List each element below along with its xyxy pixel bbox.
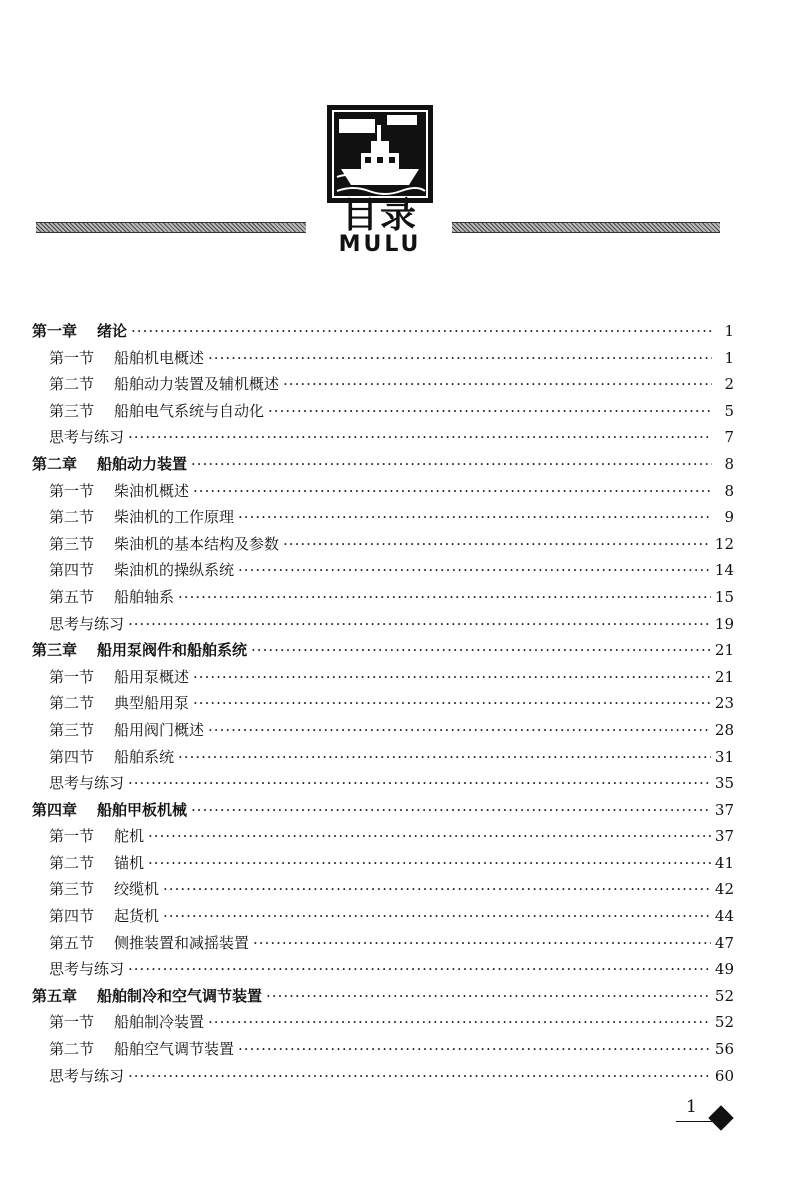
toc-chapter-5[interactable]: [32, 983, 734, 1010]
toc-label: 锚机: [114, 853, 145, 872]
toc-leader: [238, 557, 711, 584]
toc-label: 思考与练习: [49, 1066, 125, 1085]
toc-label: 柴油机的工作原理: [114, 508, 235, 527]
toc-section[interactable]: [32, 1036, 734, 1063]
toc-leader: [238, 1036, 711, 1063]
toc-number: 第五章: [32, 986, 78, 1005]
toc-page: 2: [724, 375, 734, 394]
page-number: 1: [686, 1097, 697, 1117]
toc-section[interactable]: [32, 744, 734, 771]
toc-page: 28: [714, 720, 734, 739]
toc-leader: [128, 424, 712, 451]
toc-label: 起货机: [114, 907, 160, 926]
toc-label: 船舶制冷装置: [114, 1013, 205, 1032]
toc-section[interactable]: [32, 371, 734, 398]
toc-leader: [128, 1063, 711, 1090]
toc-label: 思考与练习: [49, 614, 125, 633]
toc-label: 船舶轴系: [114, 587, 175, 606]
toc-chapter-3[interactable]: [32, 637, 734, 664]
toc-leader: [266, 983, 711, 1010]
toc-page: 1: [724, 322, 734, 340]
page-title-pinyin: MULU: [338, 232, 422, 257]
toc-page: 44: [714, 907, 734, 926]
toc-page: 21: [714, 667, 734, 686]
toc-number: 第五节: [49, 587, 95, 606]
toc-label: 舵机: [114, 827, 145, 846]
toc-label: 柴油机的操纵系统: [114, 561, 235, 580]
toc-page: 41: [714, 853, 734, 872]
toc-leader: [191, 451, 712, 478]
toc-page: 49: [714, 960, 734, 979]
toc-leader: [178, 744, 711, 771]
header-rule-left: [36, 222, 306, 233]
toc-number: 第三章: [32, 641, 78, 660]
toc-page: 52: [714, 986, 734, 1005]
toc-page: 35: [714, 774, 734, 793]
toc-number: 第五节: [49, 933, 95, 952]
toc-label: 典型船用泵: [114, 694, 190, 713]
toc-chapter-1[interactable]: [32, 318, 734, 345]
toc-label: 船用泵阀件和船舶系统: [97, 641, 248, 660]
toc-leader: [268, 398, 712, 425]
toc-section[interactable]: [32, 345, 734, 372]
toc-section[interactable]: [32, 557, 734, 584]
toc-chapter-2[interactable]: [32, 451, 734, 478]
toc-section[interactable]: [32, 504, 734, 531]
toc-section[interactable]: [32, 717, 734, 744]
toc-section[interactable]: [32, 903, 734, 930]
toc-label: 船用泵概述: [114, 667, 190, 686]
toc-leader: [128, 770, 711, 797]
toc-leader: [163, 903, 711, 930]
toc-leader: [238, 504, 712, 531]
toc-leader: [131, 318, 712, 345]
toc-page: 5: [724, 401, 734, 420]
toc-label: 侧推装置和减摇装置: [114, 933, 250, 952]
toc-label: 船舶系统: [114, 747, 175, 766]
toc-leader: [128, 611, 711, 638]
toc-number: 第二节: [49, 694, 95, 713]
toc-section[interactable]: [32, 584, 734, 611]
toc-section[interactable]: [32, 850, 734, 877]
toc-label: 船舶动力装置: [97, 454, 188, 473]
toc-chapter-4[interactable]: [32, 797, 734, 824]
diamond-icon: [708, 1105, 733, 1130]
toc-number: 第一节: [49, 481, 95, 500]
toc-leader: [178, 584, 711, 611]
toc-page: 1: [724, 348, 734, 367]
toc-page: 8: [724, 454, 734, 473]
toc-leader: [251, 637, 711, 664]
toc-page: 56: [714, 1040, 734, 1059]
toc-leader: [193, 664, 711, 691]
toc-page: 21: [714, 641, 734, 660]
toc-exercise[interactable]: [32, 611, 734, 638]
toc-leader: [128, 956, 711, 983]
toc-section[interactable]: [32, 930, 734, 957]
header-rule-right: [452, 222, 720, 233]
toc-number: 第二节: [49, 853, 95, 872]
toc-leader: [163, 876, 711, 903]
toc-number: 第三节: [49, 720, 95, 739]
toc-leader: [208, 345, 712, 372]
toc-section[interactable]: [32, 876, 734, 903]
toc-number: 第四节: [49, 907, 95, 926]
toc-page: 7: [724, 428, 734, 447]
toc-page: 31: [714, 747, 734, 766]
toc-leader: [283, 531, 711, 558]
toc-section[interactable]: [32, 478, 734, 505]
toc-number: 第二节: [49, 375, 95, 394]
ship-emblem-icon: [327, 105, 433, 203]
toc-number: 第一节: [49, 348, 95, 367]
toc-section[interactable]: [32, 690, 734, 717]
toc-page: 60: [714, 1066, 734, 1085]
toc-section[interactable]: [32, 1009, 734, 1036]
page-title: 目录: [341, 195, 418, 236]
toc-page: 8: [724, 481, 734, 500]
toc-exercise[interactable]: [32, 770, 734, 797]
toc-page: 52: [714, 1013, 734, 1032]
toc-label: 船舶机电概述: [114, 348, 205, 367]
toc-label: 思考与练习: [49, 428, 125, 447]
toc-section[interactable]: [32, 531, 734, 558]
toc-leader: [191, 797, 711, 824]
toc-number: 第四节: [49, 561, 95, 580]
toc-number: 第一节: [49, 667, 95, 686]
toc-page: 37: [714, 827, 734, 846]
toc-number: 第一节: [49, 827, 95, 846]
toc-label: 绞缆机: [114, 880, 160, 899]
toc-section[interactable]: [32, 398, 734, 425]
toc-leader: [208, 1009, 711, 1036]
toc-exercise[interactable]: [32, 424, 734, 451]
toc-number: 第四章: [32, 800, 78, 819]
toc-number: 第四节: [49, 747, 95, 766]
toc-label: 思考与练习: [49, 774, 125, 793]
toc-label: 船舶空气调节装置: [114, 1040, 235, 1059]
toc-label: 船舶甲板机械: [97, 800, 188, 819]
toc-page: 47: [714, 933, 734, 952]
toc-leader: [148, 850, 711, 877]
toc-leader: [208, 717, 711, 744]
toc-label: 船舶动力装置及辅机概述: [114, 375, 280, 394]
toc-section[interactable]: [32, 664, 734, 691]
toc-label: 船用阀门概述: [114, 720, 205, 739]
table-of-contents: [32, 318, 734, 1089]
toc-page: 19: [714, 614, 734, 633]
toc-label: 船舶电气系统与自动化: [114, 401, 265, 420]
toc-page: 37: [714, 800, 734, 819]
toc-label: 柴油机的基本结构及参数: [114, 534, 280, 553]
toc-page: 12: [714, 534, 734, 553]
toc-leader: [148, 823, 711, 850]
toc-number: 第三节: [49, 534, 95, 553]
toc-leader: [193, 478, 712, 505]
toc-section[interactable]: [32, 823, 734, 850]
toc-label: 柴油机概述: [114, 481, 190, 500]
toc-page: 23: [714, 694, 734, 713]
toc-exercise[interactable]: [32, 956, 734, 983]
toc-number: 第二节: [49, 1040, 95, 1059]
toc-page: 9: [724, 508, 734, 527]
footer-rule: [676, 1121, 712, 1122]
toc-page: 14: [714, 561, 734, 580]
toc-number: 第三节: [49, 880, 95, 899]
toc-label: 绪论: [97, 322, 128, 340]
toc-label: 思考与练习: [49, 960, 125, 979]
toc-page: 15: [714, 587, 734, 606]
toc-leader: [193, 690, 711, 717]
toc-number: 第一章: [32, 322, 78, 340]
toc-number: 第一节: [49, 1013, 95, 1032]
page-footer: [676, 1097, 746, 1133]
toc-exercise[interactable]: [32, 1063, 734, 1090]
toc-number: 第三节: [49, 401, 95, 420]
toc-leader: [283, 371, 712, 398]
toc-leader: [253, 930, 711, 957]
toc-page: 42: [714, 880, 734, 899]
toc-number: 第二节: [49, 508, 95, 527]
toc-label: 船舶制冷和空气调节装置: [97, 986, 263, 1005]
toc-number: 第二章: [32, 454, 78, 473]
